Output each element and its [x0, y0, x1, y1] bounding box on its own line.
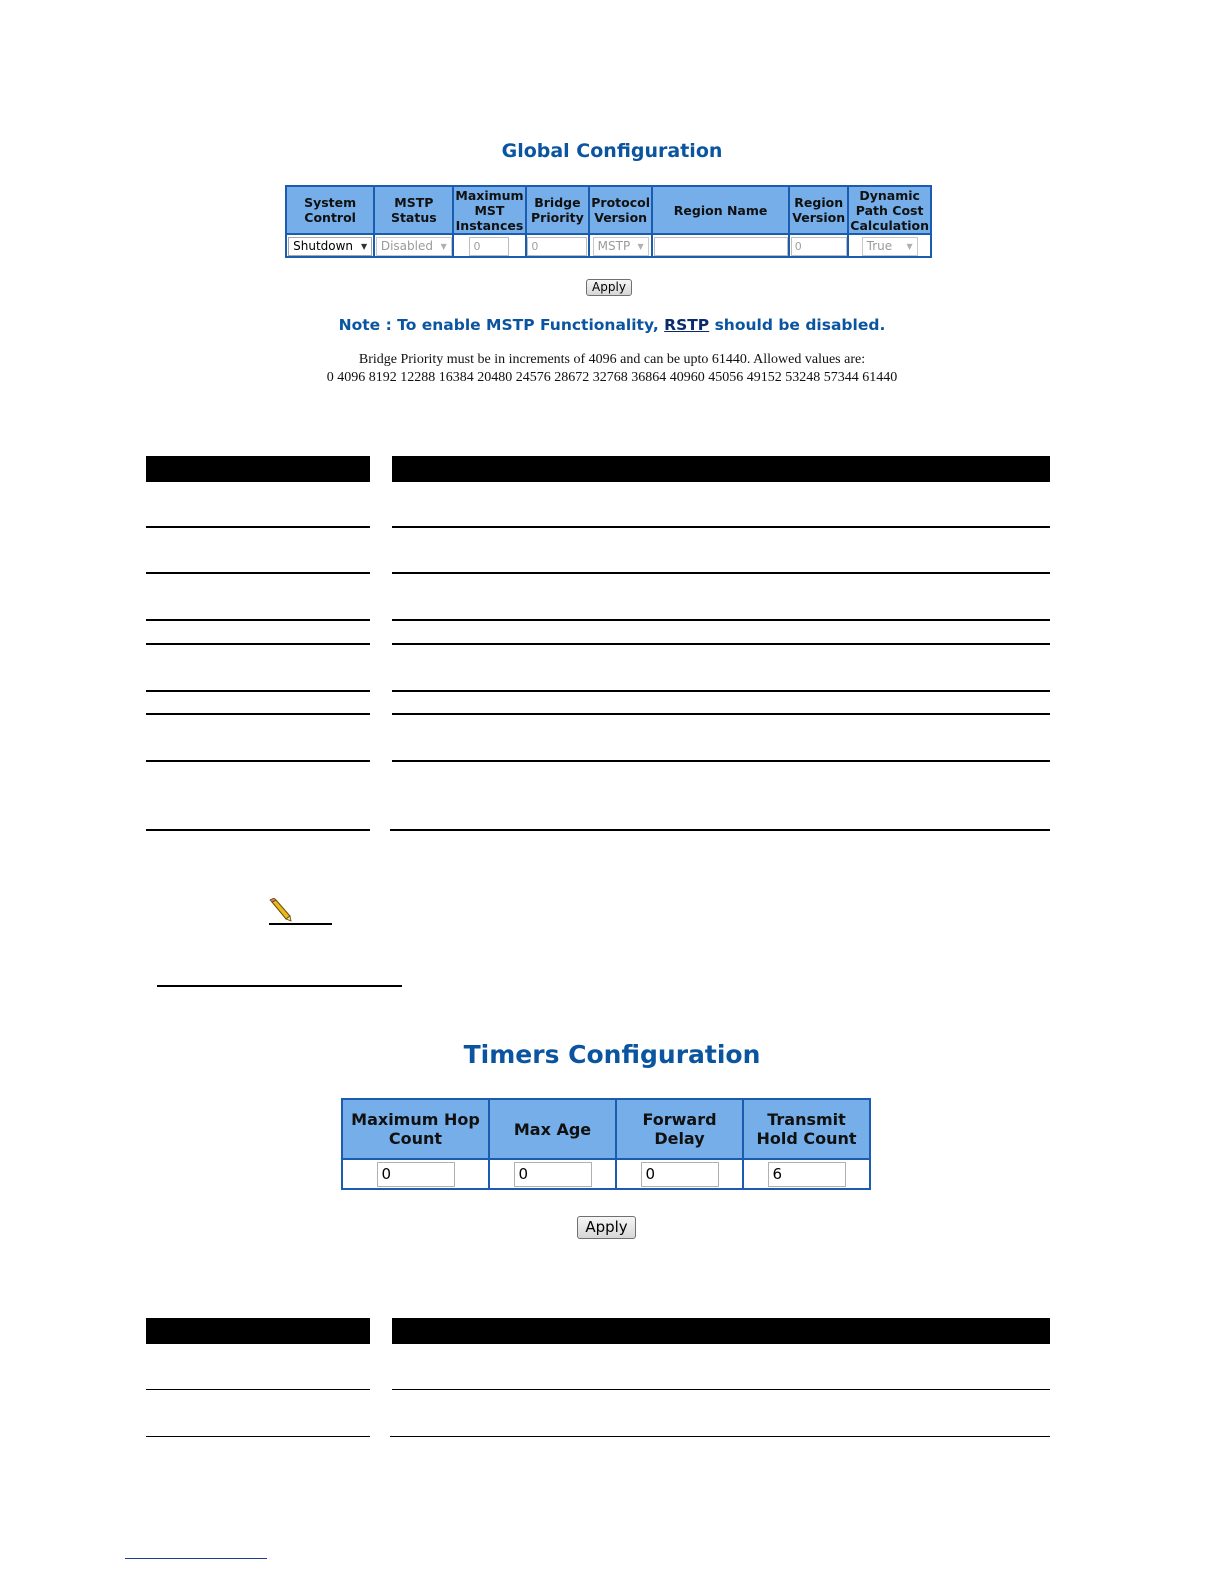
- bridge-priority-values: 0 4096 8192 12288 16384 20480 24576 28672 32768 36864 40960 45056 49152 53248 57344 61440: [326, 370, 898, 385]
- transmit-hold-count-input[interactable]: 6: [768, 1162, 846, 1187]
- mstp-status-select[interactable]: [376, 237, 452, 256]
- table2-row-divider: [146, 1389, 370, 1390]
- timers-config-table: [341, 1098, 871, 1190]
- system-control-value: Shutdown: [293, 238, 354, 253]
- global-config-title: Global Configuration: [501, 140, 723, 162]
- header-transmit-hold-count: Transmit Hold Count: [743, 1099, 870, 1159]
- timers-config-title: Timers Configuration: [463, 1040, 761, 1069]
- table1-row-divider: [392, 713, 1050, 715]
- table1-row-divider: [392, 690, 1050, 692]
- bridge-priority-info: Bridge Priority must be in increments of 4096 and can be upto 61440. Allowed values are:: [358, 352, 866, 367]
- chevron-down-icon: ▼: [637, 241, 644, 251]
- rstp-link[interactable]: RSTP: [664, 316, 710, 334]
- global-value-row: [286, 234, 931, 257]
- protocol-version-value: MSTP: [597, 238, 631, 253]
- note-underline: [269, 923, 332, 925]
- region-name-input[interactable]: [654, 237, 788, 256]
- table1-row-divider: [146, 760, 370, 762]
- table2-header-right: [392, 1318, 1050, 1344]
- table1-row-divider: [146, 619, 370, 621]
- header-mstp-status: MSTP Status: [374, 186, 453, 234]
- system-control-select[interactable]: [288, 237, 372, 256]
- table1-row-divider: [146, 713, 370, 715]
- header-region-name: Region Name: [652, 186, 789, 234]
- note-prefix: Note : To enable MSTP Functionality,: [338, 316, 665, 334]
- header-forward-delay: Forward Delay: [616, 1099, 743, 1159]
- table1-header-right: [392, 456, 1050, 482]
- region-version-input[interactable]: 0: [791, 237, 847, 256]
- max-mst-instances-input[interactable]: 0: [469, 237, 509, 256]
- chevron-down-icon: ▼: [906, 241, 913, 251]
- header-region-version: Region Version: [789, 186, 848, 234]
- table2-row-divider: [390, 1436, 1050, 1437]
- header-max-age: Max Age: [489, 1099, 616, 1159]
- table1-row-divider: [146, 829, 370, 831]
- dynamic-path-cost-select[interactable]: [862, 237, 918, 256]
- table1-row-divider: [146, 690, 370, 692]
- mstp-note: [0, 316, 1224, 334]
- chevron-down-icon: ▼: [440, 241, 447, 251]
- header-protocol-version: Protocol Version: [589, 186, 652, 234]
- mstp-status-value: Disabled: [380, 238, 433, 253]
- note-suffix: should be disabled.: [709, 316, 886, 334]
- table1-row-divider: [392, 619, 1050, 621]
- timers-header-row: [342, 1099, 870, 1159]
- table1-row-divider: [390, 829, 1050, 831]
- table1-row-divider: [392, 643, 1050, 645]
- forward-delay-input[interactable]: 0: [641, 1162, 719, 1187]
- dynamic-path-cost-value: True: [866, 238, 893, 253]
- table1-row-divider: [392, 526, 1050, 528]
- header-max-mst-instances: Maximum MST Instances: [455, 187, 524, 233]
- protocol-version-select[interactable]: [593, 237, 649, 256]
- header-max-hop-count: Maximum Hop Count: [342, 1099, 489, 1159]
- chevron-down-icon: ▼: [360, 241, 368, 251]
- max-age-input[interactable]: 0: [514, 1162, 592, 1187]
- pencil-icon: [268, 898, 294, 924]
- max-hop-count-input[interactable]: 0: [377, 1162, 455, 1187]
- global-apply-button[interactable]: Apply: [586, 279, 632, 296]
- table2-header-left: [146, 1318, 370, 1344]
- global-config-table: [285, 185, 932, 258]
- table1-row-divider: [392, 760, 1050, 762]
- section-underline: [157, 985, 402, 987]
- header-system-control: System Control: [286, 186, 374, 234]
- global-header-row: [286, 186, 931, 234]
- footer-link-underline: [125, 1558, 267, 1559]
- table2-row-divider: [392, 1389, 1050, 1390]
- bridge-priority-input[interactable]: 0: [527, 237, 587, 256]
- table1-header-left: [146, 456, 370, 482]
- timers-value-row: [342, 1159, 870, 1189]
- header-bridge-priority: Bridge Priority: [526, 186, 590, 234]
- table1-row-divider: [146, 643, 370, 645]
- table1-row-divider: [146, 572, 370, 574]
- header-dynamic-path-cost: Dynamic Path Cost Calculation: [848, 186, 931, 234]
- timers-apply-button[interactable]: Apply: [577, 1216, 636, 1239]
- table1-row-divider: [392, 572, 1050, 574]
- table1-row-divider: [146, 526, 370, 528]
- table2-row-divider: [146, 1436, 370, 1437]
